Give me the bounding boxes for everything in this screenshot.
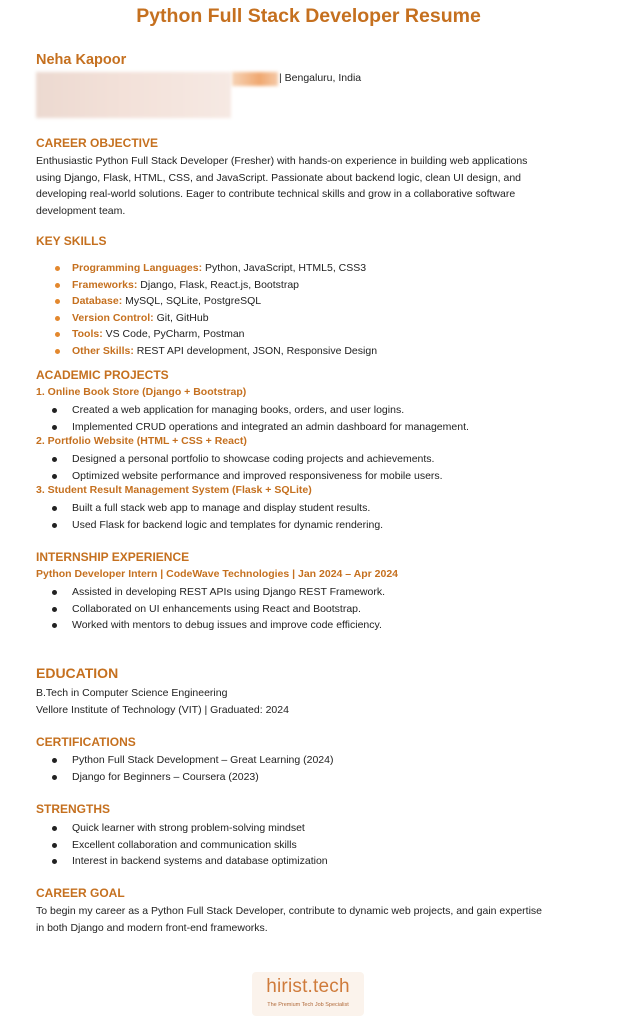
skill-value: REST API development, JSON, Responsive Design [133,344,378,357]
list-item-text: Excellent collaboration and communication skills [72,838,297,851]
strengths-heading: STRENGTHS [36,802,111,816]
key-skills-list [0,260,377,359]
certifications-heading: CERTIFICATIONS [36,735,136,749]
skill-item [0,343,377,360]
skill-label: Other Skills: [72,344,134,357]
list-item-text: Created a web application for managing books, orders, and user logins. [72,404,405,416]
internship-role: Python Developer Intern | CodeWave Technologies | Jan 2024 – Apr 2024 [36,568,399,580]
list-item [0,617,385,634]
bullet-icon [52,623,57,628]
skill-label: Database: [72,295,123,307]
bullet-icon [52,408,57,413]
bullet-icon [55,349,60,354]
career-goal-text [36,903,576,936]
list-item [0,853,328,870]
list-item-text: Interest in backend systems and database optimization [72,855,328,867]
bullet-icon [55,316,60,321]
skill-value: Django, Flask, React.js, Bootstrap [137,278,300,291]
key-skills-heading: KEY SKILLS [36,234,107,248]
list-item [0,769,333,786]
list-item [0,584,385,601]
list-item [0,820,328,837]
list-item [0,468,443,485]
career-goal-heading: CAREER GOAL [36,886,125,900]
skill-label: Version Control: [72,311,154,324]
list-item [0,517,383,534]
bullet-icon [55,283,60,288]
internship-bullets [0,584,385,634]
bullet-icon [52,758,57,763]
list-item [0,419,469,436]
skill-item [0,260,377,277]
career-objective-text [36,153,576,219]
project-bullets [0,402,469,435]
skill-label: Tools: [72,328,103,340]
project-title: 1. Online Book Store (Django + Bootstrap) [36,386,247,398]
skill-label: Frameworks: [72,278,138,291]
list-item-text: Optimized website performance and improved responsiveness for mobile users. [72,469,443,482]
academic-projects-heading: ACADEMIC PROJECTS [36,368,169,382]
list-item-text: Implemented CRUD operations and integrated an admin dashboard for management. [72,420,469,433]
redacted-contact-block [36,72,231,118]
bullet-icon [52,590,57,595]
skill-value: MySQL, SQLite, PostgreSQL [122,295,262,307]
project-title: 3. Student Result Management System (Flask + SQLite) [36,484,312,496]
skill-label: Programming Languages: [72,262,203,274]
internship-heading: INTERNSHIP EXPERIENCE [36,550,190,564]
list-item-text: Collaborated on UI enhancements using React and Bootstrap. [72,602,361,615]
career-objective-line: using Django, Flask, HTML, CSS, and JavaScript. Passionate about backend logic, clean UI design, and [36,171,522,184]
list-item-text: Django for Beginners – Coursera (2023) [72,770,259,783]
strengths-list [0,820,328,870]
project-bullets [0,500,383,533]
candidate-location: | Bengaluru, India [279,72,362,84]
skill-value: Git, GitHub [153,311,209,324]
list-item-text: Python Full Stack Development – Great Learning (2024) [72,754,334,766]
education-heading: EDUCATION [36,665,119,681]
bullet-icon [52,826,57,831]
logo-text: hirist.tech [266,976,350,997]
career-objective-line: Enthusiastic Python Full Stack Developer (Fresher) with hands-on experience in building web applications [36,155,528,167]
list-item-text: Quick learner with strong problem-solving mindset [72,822,305,834]
bullet-icon [52,843,57,848]
career-goal-line: in both Django and modern front-end frameworks. [36,921,268,934]
bullet-icon [52,457,57,462]
certifications-list [0,752,333,785]
bullet-icon [52,859,57,864]
skill-item [0,293,377,310]
project-title: 2. Portfolio Website (HTML + CSS + React) [36,435,247,447]
bullet-icon [55,332,60,337]
redacted-contact-highlight [232,72,278,86]
bullet-icon [52,607,57,612]
skill-item [0,277,377,294]
list-item [0,837,328,854]
bullet-icon [55,299,60,304]
list-item-text: Used Flask for backend logic and templates for dynamic rendering. [72,518,384,531]
career-objective-heading: CAREER OBJECTIVE [36,136,159,150]
skill-value: VS Code, PyCharm, Postman [102,328,245,340]
education-institute: Vellore Institute of Technology (VIT) | Graduated: 2024 [36,703,289,716]
career-objective-line: development team. [36,204,126,217]
skill-value: Python, JavaScript, HTML5, CSS3 [202,262,367,274]
skill-item [0,326,377,343]
list-item-text: Worked with mentors to debug issues and improve code efficiency. [72,619,382,631]
logo-tagline: The Premium Tech Job Specialist [267,1002,349,1008]
project-bullets [0,451,443,484]
bullet-icon [55,266,60,271]
education-details [36,685,576,718]
list-item-text: Assisted in developing REST APIs using Django REST Framework. [72,586,386,598]
bullet-icon [52,474,57,479]
education-degree: B.Tech in Computer Science Engineering [36,687,228,699]
list-item [0,451,443,468]
list-item [0,601,385,618]
bullet-icon [52,506,57,511]
bullet-icon [52,775,57,780]
bullet-icon [52,425,57,430]
resume-title: Python Full Stack Developer Resume [136,5,481,27]
hirist-tech-logo [252,972,364,1016]
list-item [0,752,333,769]
bullet-icon [52,523,57,528]
career-goal-line: To begin my career as a Python Full Stack Developer, contribute to dynamic web projects, and gain expertise [36,905,543,917]
list-item [0,402,469,419]
candidate-name: Neha Kapoor [36,52,127,68]
career-objective-line: developing real-world solutions. Eager to contribute technical skills and grow in a collaborative software [36,188,516,200]
list-item-text: Designed a personal portfolio to showcase coding projects and achievements. [72,453,435,465]
list-item [0,500,383,517]
skill-item [0,310,377,327]
list-item-text: Built a full stack web app to manage and display student results. [72,502,371,514]
